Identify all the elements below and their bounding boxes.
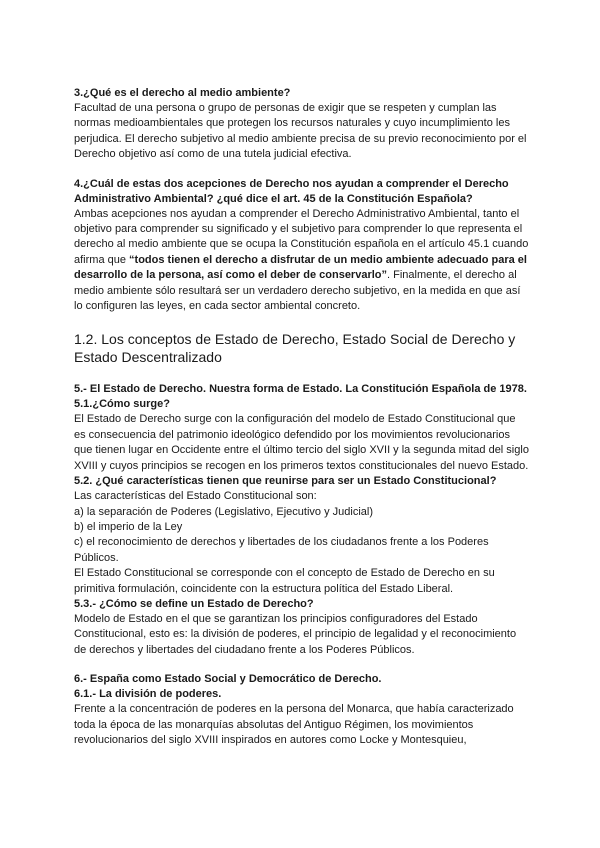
section-5-2-intro: Las características del Estado Constitucional son: bbox=[74, 490, 317, 503]
section-5-1-body: El Estado de Derecho surge con la configuración del modelo de Estado Constitucional que es consecuencia del patrimonio ideológico defendido por los movimientos revolucionarios que tienen lugar en Occidente entre el último tercio del siglo XVII y la segunda mitad del siglo XVIII y cuyos principios se recogen en los primeros textos constitucionales del nuevo Estado. bbox=[74, 413, 529, 472]
answer-text-b: . Finalmente, el derecho al medio ambiente sólo resultará ser un verdadero derecho subjetivo, en la medida en que así lo configuren las leyes, en cada sector ambiental concreto. bbox=[74, 269, 521, 313]
section-6-1-title: 6.1.- La división de poderes. bbox=[74, 688, 222, 701]
section-5-title: 5.- El Estado de Derecho. Nuestra forma de Estado. La Constitución Española de 1978. bbox=[74, 383, 527, 396]
list-item-b: b) el imperio de la Ley bbox=[74, 520, 183, 533]
section-5-3-body: Modelo de Estado en el que se garantizan los principios configuradores del Estado Constitucional, esto es: la división de poderes, el principio de legalidad y el reconocimiento de derechos y libertades del ciudadano frente a los Poderes Públicos. bbox=[74, 612, 517, 656]
list-item-a: a) la separación de Poderes (Legislativo, Ejecutivo y Judicial) bbox=[74, 505, 373, 518]
section-6-title: 6.- España como Estado Social y Democrático de Derecho. bbox=[74, 673, 382, 686]
section-6-1-body: Frente a la concentración de poderes en la persona del Monarca, que había caracterizado toda la época de las monarquías absolutas del Antiguo Régimen, los movimientos revolucionarios del siglo XVIII inspirados en autores como Locke y Montesquieu, bbox=[74, 703, 514, 746]
section-5-2-body: El Estado Constitucional se corresponde con el concepto de Estado de Derecho en su primitiva formulación, coincidente con la estructura política del Estado Liberal. bbox=[74, 567, 495, 595]
answer-text-a: Ambas acepciones nos ayudan a comprender el Derecho Administrativo Ambiental, tanto el objetivo para comprender su significado y el subjetivo para comprender lo que representa el derecho al medio ambiente que se ocupa la Constitución española en el artículo 45.1 cuando afirma que bbox=[74, 207, 529, 266]
constitution-quote: “todos tienen el derecho a disfrutar de un medio ambiente adecuado para el desarrollo de la persona, así como el deber de conservarlo” bbox=[74, 253, 527, 282]
question-4-title: 4.¿Cuál de estas dos acepciones de Derecho nos ayudan a comprender el Derecho Administrativo Ambiental? ¿qué dice el art. 45 de la Constitución Española? bbox=[74, 177, 509, 205]
question-3-title: 3.¿Qué es el derecho al medio ambiente? bbox=[74, 87, 291, 99]
document-page bbox=[74, 86, 530, 748]
section-title: 1.2. Los conceptos de Estado de Derecho, Estado Social de Derecho y Estado Descentralizado bbox=[74, 331, 516, 366]
question-4-answer bbox=[74, 207, 530, 315]
section-5-1-title: 5.1.¿Cómo surge? bbox=[74, 398, 170, 411]
section-5-2-title: 5.2. ¿Qué características tienen que reunirse para ser un Estado Constitucional? bbox=[74, 475, 497, 488]
section-5-3-title: 5.3.- ¿Cómo se define un Estado de Derecho? bbox=[74, 597, 314, 610]
question-3-answer: Facultad de una persona o grupo de personas de exigir que se respeten y cumplan las normas medioambientales que protegen los recursos naturales y cuyo incumplimiento les perjudica. El derecho subjetivo al medio ambiente precisa de su previo reconocimiento por el Derecho objetivo así como de una tutela judicial efectiva. bbox=[74, 102, 527, 161]
list-item-c: c) el reconocimiento de derechos y libertades de los ciudadanos frente a los Poderes Públicos. bbox=[74, 536, 489, 564]
